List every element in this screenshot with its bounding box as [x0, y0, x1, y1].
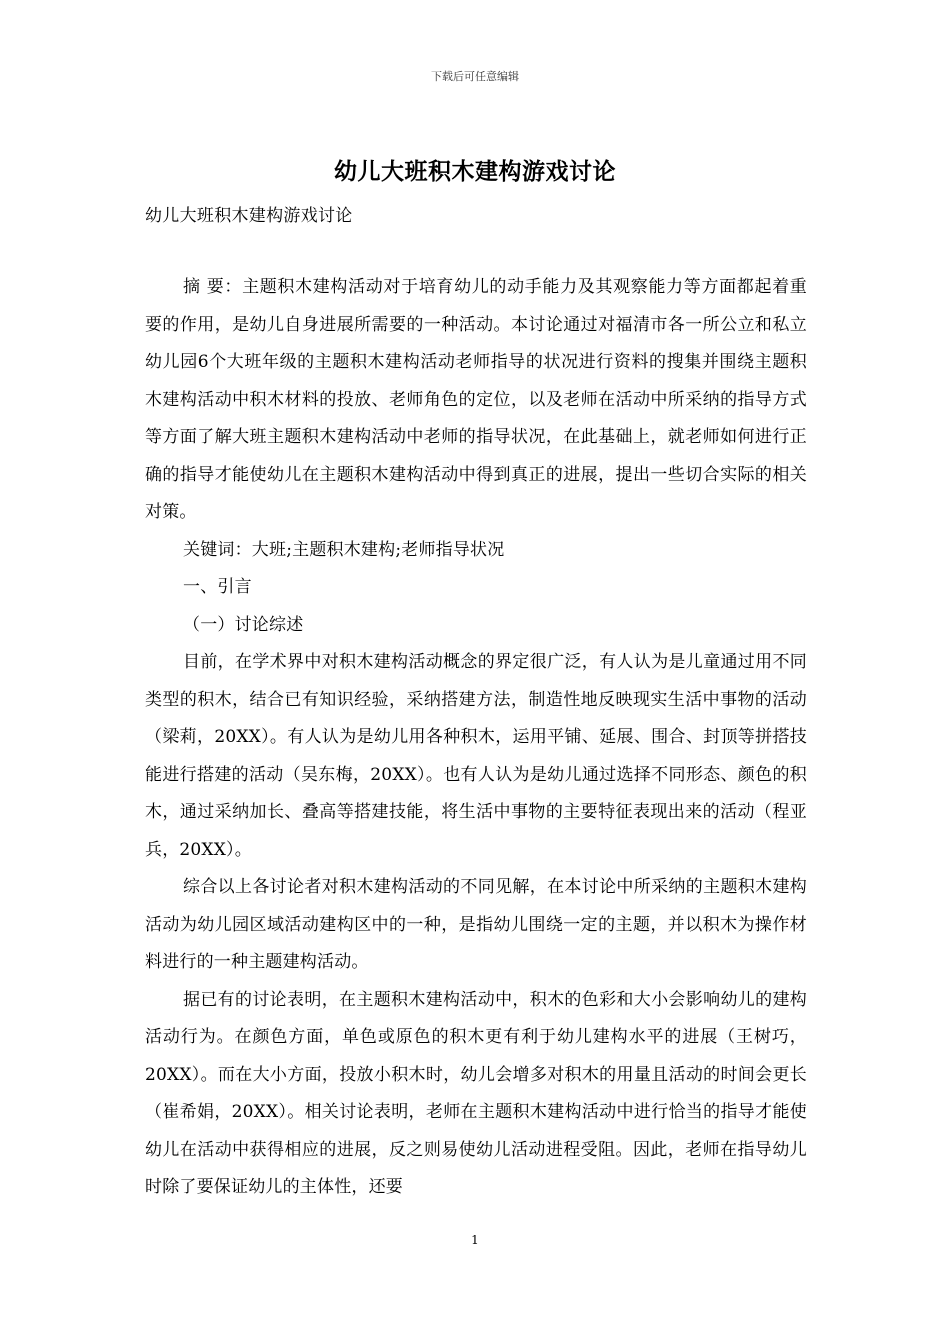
document-title: 幼儿大班积木建构游戏讨论 [334, 158, 616, 185]
keywords-paragraph: 关键词：大班;主题积木建构;老师指导状况 [183, 539, 505, 560]
page-header: 下载后可任意编辑 [431, 70, 519, 83]
body-paragraph: 综合以上各讨论者对积木建构活动的不同见解，在本讨论中所采纳的主题积木建构活动为幼儿园区域活动建构区中的一种，是指幼儿围绕一定的主题，并以积木为操作材料进行的一种主题建构活动。 [145, 877, 807, 972]
page-number: 1 [471, 1233, 479, 1247]
body-paragraph: 据已有的讨论表明，在主题积木建构活动中，积木的色彩和大小会影响幼儿的建构活动行为。在颜色方面，单色或原色的积木更有利于幼儿建构水平的进展（王树巧，20XX）。而在大小方面，投放小积木时，幼儿会增多对积木的用量且活动的时间会更长（崔希娟，20XX）。相关讨论表明，老师在主题积木建构活动中进行恰当的指导才能使幼儿在活动中获得相应的进展，反之则易使幼儿活动进程受阻。因此，老师在指导幼儿时除了要保证幼儿的主体性，还要 [145, 989, 807, 1197]
subsection-heading: （一）讨论综述 [183, 614, 304, 635]
abstract-paragraph: 摘 要：主题积木建构活动对于培育幼儿的动手能力及其观察能力等方面都起着重要的作用，是幼儿自身进展所需要的一种活动。本讨论通过对福清市各一所公立和私立幼儿园6个大班年级的主题积木建构活动老师指导的状况进行资料的搜集并围绕主题积木建构活动中积木材料的投放、老师角色的定位，以及老师在活动中所采纳的指导方式等方面了解大班主题积木建构活动中老师的指导状况，在此基础上，就老师如何进行正确的指导才能使幼儿在主题积木建构活动中得到真正的进展，提出一些切合实际的相关对策。 [145, 277, 807, 522]
document-body [145, 269, 807, 1207]
document-subtitle: 幼儿大班积木建构游戏讨论 [145, 206, 353, 226]
section-heading: 一、引言 [183, 577, 252, 597]
body-paragraph: 目前，在学术界中对积木建构活动概念的界定很广泛，有人认为是儿童通过用不同类型的积木，结合已有知识经验，采纳搭建方法，制造性地反映现实生活中事物的活动（梁莉，20XX）。有人认为是幼儿用各种积木，运用平铺、延展、围合、封顶等拼搭技能进行搭建的活动（吴东梅，20XX）。也有人认为是幼儿通过选择不同形态、颜色的积木，通过采纳加长、叠高等搭建技能，将生活中事物的主要特征表现出来的活动（程亚兵，20XX）。 [145, 652, 807, 860]
